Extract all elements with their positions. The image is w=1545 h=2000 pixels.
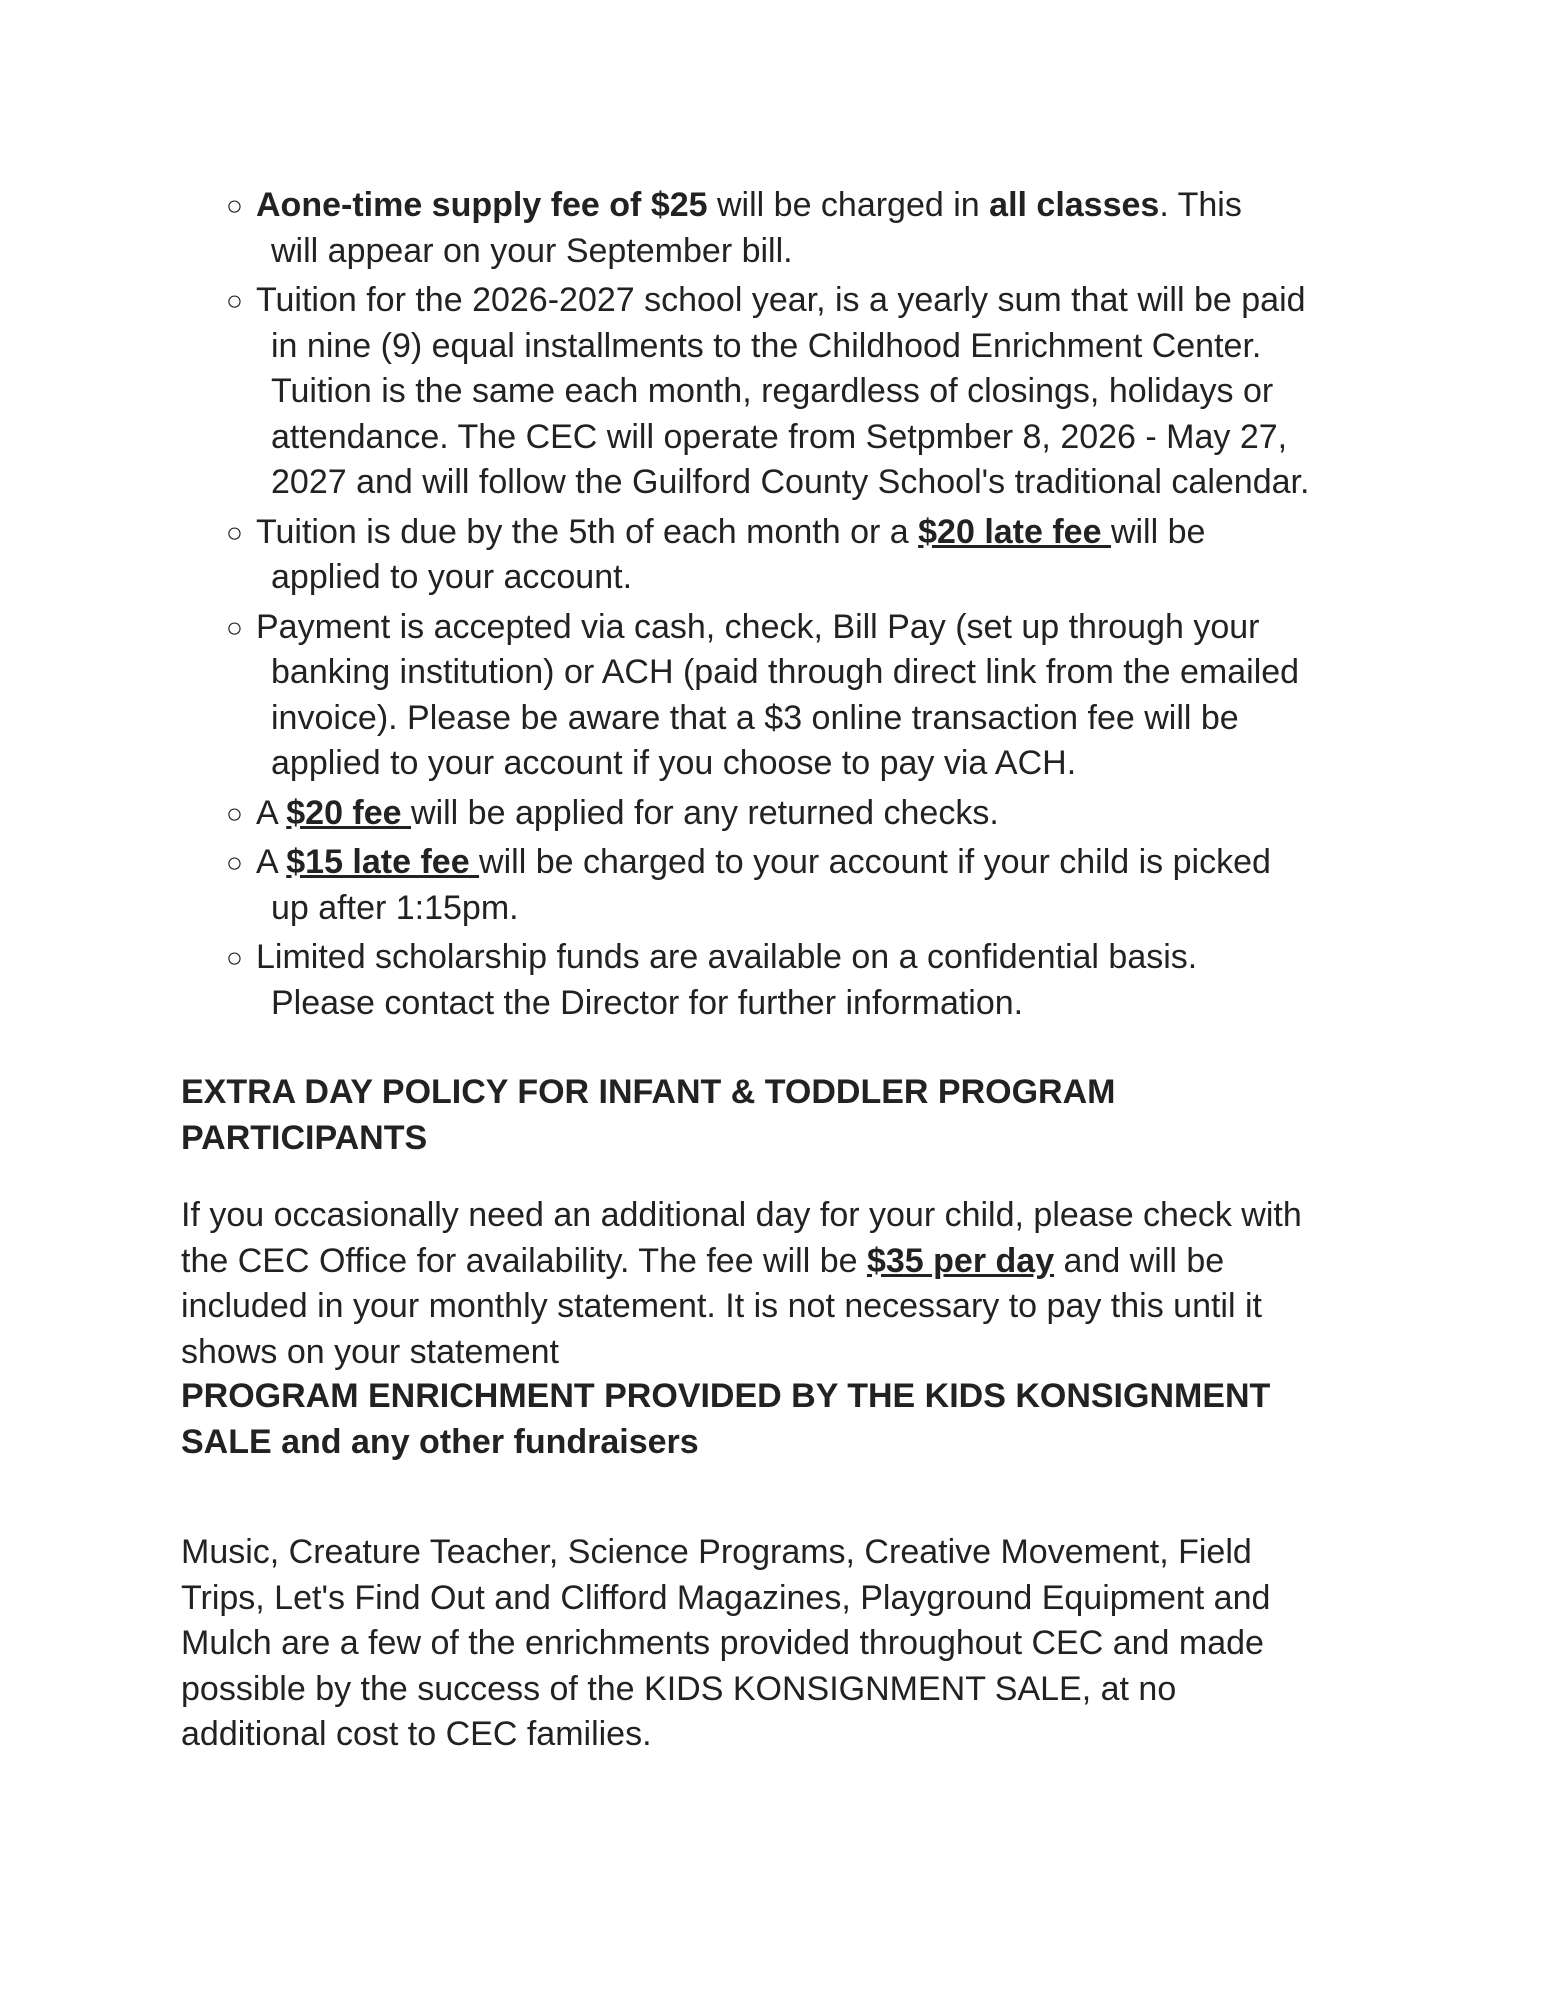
fee-item-3-line-1-run-1: Tuition is due by the 5th of each month or a [256, 512, 919, 551]
extra-day-line-2-run-3: and will be [1054, 1241, 1225, 1280]
fee-item-4-line-1-run-1: Payment is accepted via cash, check, Bill Pay (set up through your [256, 607, 1260, 646]
fee-item-4-line-1 [256, 605, 1376, 651]
fee-item-2-line-4 [256, 415, 1376, 461]
enrichment-heading-line-2: SALE and any other fundraisers [181, 1422, 699, 1461]
fee-item [226, 510, 1376, 601]
fee-policy-list [226, 183, 1376, 1030]
fee-item-1-line-2 [256, 229, 1376, 275]
extra-day-heading-line-2: PARTICIPANTS [181, 1118, 428, 1157]
fee-item-2-line-3-run-1: Tuition is the same each month, regardless of closings, holidays or [271, 372, 1274, 410]
fee-item-7-line-2-run-1: Please contact the Director for further information. [271, 983, 1024, 1022]
fee-item-1-line-2-run-1: will appear on your September bill. [271, 231, 793, 270]
fee-item-2-line-1-run-1: Tuition for the 2026-2027 school year, is a yearly sum that will be paid [256, 281, 1306, 319]
fee-item-1-line-1-run-2: will be charged in [707, 186, 990, 224]
fee-item-6-line-2-run-1: up after 1:15pm. [271, 888, 519, 927]
fee-item-4-line-4 [256, 741, 1376, 787]
fee-item-3-line-1 [256, 510, 1376, 556]
fee-item-3-line-1-run-3: will be [1110, 512, 1206, 551]
fee-item-5-line-1-run-3: will be applied for any returned checks. [411, 793, 999, 832]
fee-item-2-line-2 [256, 324, 1376, 370]
extra-day-heading [181, 1070, 1381, 1161]
fee-item-4-line-3 [256, 696, 1376, 742]
enrichment-body [181, 1530, 1381, 1758]
fee-item-1-line-1-run-3: all classes [989, 186, 1160, 224]
fee-item [226, 605, 1376, 787]
fee-item [226, 183, 1376, 274]
fee-item-6-line-1 [256, 840, 1376, 886]
extra-day-line-4 [181, 1330, 1381, 1376]
fee-item-4-line-2-run-1: banking institution) or ACH (paid through direct link from the emailed [271, 653, 1300, 691]
enrichment-heading [181, 1374, 1381, 1465]
fee-item [226, 840, 1376, 931]
fee-item-7-line-1 [256, 935, 1376, 981]
fee-item [226, 278, 1376, 506]
enrichment-line-4: possible by the success of the KIDS KONSIGNMENT SALE, at no [181, 1669, 1177, 1708]
fee-item [226, 791, 1376, 837]
fee-item [226, 935, 1376, 1026]
fee-item-1-line-1-run-4: . This [1159, 186, 1242, 224]
circle-bullet-icon: ○ [226, 516, 243, 548]
circle-bullet-icon: ○ [226, 797, 243, 829]
fee-item-3-line-1-run-2: $20 late fee [918, 512, 1111, 551]
fee-item-5-line-1-run-2: $20 fee [286, 793, 412, 832]
fee-item-7-line-1-run-1: Limited scholarship funds are available on a confidential basis. [256, 938, 1198, 976]
extra-day-line-3 [181, 1284, 1381, 1330]
enrichment-line-2: Trips, Let's Find Out and Clifford Magazines, Playground Equipment and [181, 1578, 1271, 1617]
extra-day-line-3-run-1: included in your monthly statement. It is not necessary to pay this until it [181, 1287, 1262, 1325]
extra-day-line-1 [181, 1193, 1381, 1239]
extra-day-heading-line-1: EXTRA DAY POLICY FOR INFANT & TODDLER PROGRAM [181, 1073, 1116, 1111]
fee-item-7-line-2 [256, 981, 1376, 1027]
fee-item-2-line-3 [256, 369, 1376, 415]
fee-item-2-line-4-run-1: attendance. The CEC will operate from Setpmber 8, 2026 - May 27, [271, 417, 1288, 456]
extra-day-line-1-run-1: If you occasionally need an additional day for your child, please check with [181, 1196, 1302, 1234]
fee-item-2-line-2-run-1: in nine (9) equal installments to the Childhood Enrichment Center. [271, 326, 1262, 365]
circle-bullet-icon: ○ [226, 942, 243, 973]
extra-day-line-4-run-1: shows on your statement [181, 1332, 559, 1371]
circle-bullet-icon: ○ [226, 611, 243, 643]
fee-item-6-line-1-run-1: A [256, 843, 287, 881]
fee-item-4-line-2 [256, 650, 1376, 696]
enrichment-line-3: Mulch are a few of the enrichments provided throughout CEC and made [181, 1624, 1264, 1662]
extra-day-body [181, 1193, 1381, 1375]
fee-item-1-line-1 [256, 183, 1376, 229]
fee-item-5-line-1 [256, 791, 1376, 837]
extra-day-line-2-run-1: the CEC Office for availability. The fee will be [181, 1241, 867, 1280]
fee-item-6-line-1-run-3: will be charged to your account if your child is picked [479, 843, 1271, 881]
enrichment-line-1: Music, Creature Teacher, Science Programs, Creative Movement, Field [181, 1533, 1252, 1571]
fee-item-1-line-1-run-1: Aone-time supply fee of $25 [256, 186, 708, 224]
fee-item-3-line-2 [256, 555, 1376, 601]
circle-bullet-icon: ○ [226, 190, 243, 221]
circle-bullet-icon: ○ [226, 847, 243, 878]
fee-item-2-line-5 [256, 460, 1376, 506]
extra-day-line-2-run-2: $35 per day [866, 1241, 1055, 1280]
fee-item-2-line-5-run-1: 2027 and will follow the Guilford County School's traditional calendar. [271, 463, 1310, 501]
fee-item-2-line-1 [256, 278, 1376, 324]
enrichment-line-5: additional cost to CEC families. [181, 1715, 652, 1753]
circle-bullet-icon: ○ [226, 285, 243, 316]
fee-item-4-line-4-run-1: applied to your account if you choose to pay via ACH. [271, 744, 1077, 782]
fee-item-5-line-1-run-1: A [256, 793, 287, 832]
fee-item-4-line-3-run-1: invoice). Please be aware that a $3 online transaction fee will be [271, 698, 1239, 737]
enrichment-heading-line-1: PROGRAM ENRICHMENT PROVIDED BY THE KIDS KONSIGNMENT [181, 1377, 1271, 1415]
fee-item-6-line-2 [256, 886, 1376, 932]
extra-day-line-2 [181, 1239, 1381, 1285]
fee-item-3-line-2-run-1: applied to your account. [271, 558, 633, 596]
fee-item-6-line-1-run-2: $15 late fee [286, 843, 480, 881]
